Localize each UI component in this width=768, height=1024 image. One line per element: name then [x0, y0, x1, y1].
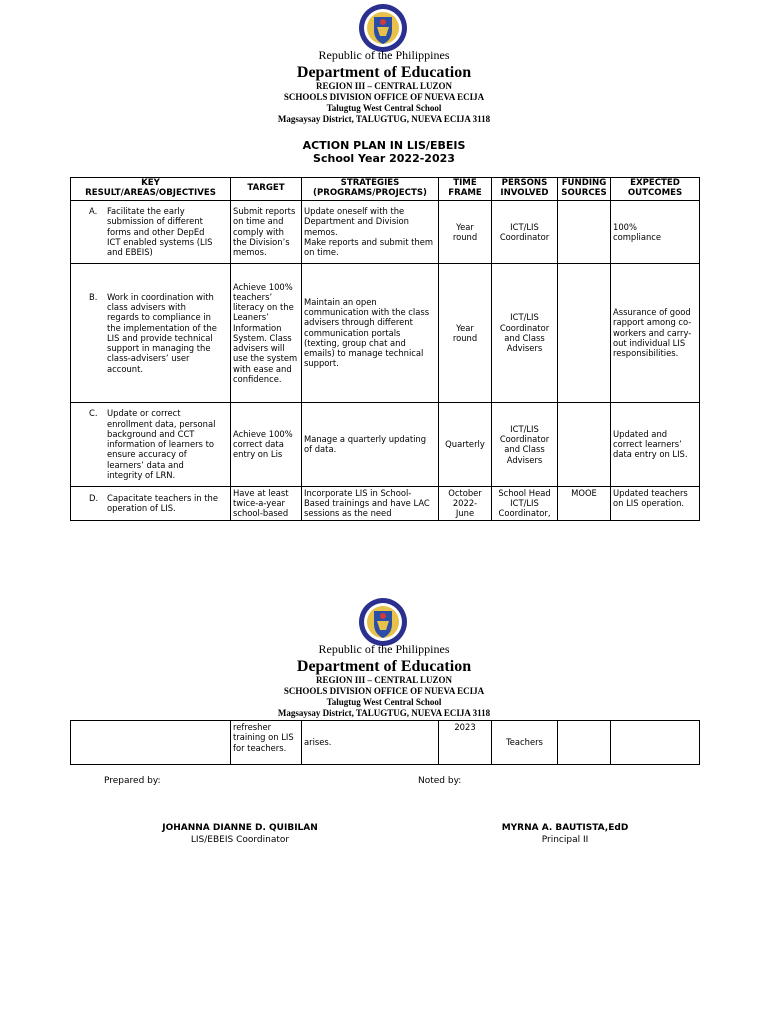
row-letter: A.: [89, 206, 98, 217]
persons-cell: Teachers: [492, 721, 558, 765]
header-republic: Republic of the Philippines: [318, 642, 450, 656]
table-row: [71, 721, 700, 765]
objective-cell: [71, 263, 231, 402]
preparer-name: JOHANNA DIANNE D. QUIBILAN: [162, 823, 318, 833]
outcomes-cell: Assurance of good rapport among co-workers and carry-out individual LIS responsibilities.: [611, 263, 700, 402]
header-department: Department of Education: [296, 64, 472, 81]
funding-cell: [558, 200, 611, 263]
outcomes-cell: [611, 721, 700, 765]
row-letter: B.: [89, 291, 98, 302]
strategies-cell: Manage a quarterly updating of data.: [302, 402, 439, 486]
funding-cell: [558, 721, 611, 765]
header-school: Talugtug West Central School: [326, 697, 442, 707]
outcomes-cell: 100% compliance: [611, 200, 700, 263]
noter-name: MYRNA A. BAUTISTA,EdD: [501, 823, 629, 833]
table-row: [71, 402, 700, 486]
time-frame-cell: Year round: [439, 200, 492, 263]
header-department: Department of Education: [296, 658, 472, 675]
noted-by-label: Noted by:: [418, 776, 462, 786]
plan-school-year: School Year 2022-2023: [313, 152, 455, 165]
col-header-outcomes: EXPECTED OUTCOMES: [611, 178, 700, 201]
objective-cell: [71, 402, 231, 486]
preparer-title: LIS/EBEIS Coordinator: [190, 835, 290, 845]
objective-text: Facilitate the early submission of different forms and other DepEd ICT enabled systems (LIS and EBEIS): [107, 206, 213, 258]
col-header-key-result: KEY RESULT/AREAS/OBJECTIVES: [71, 178, 231, 201]
target-cell: Have at least twice-a-year school-based: [231, 486, 302, 520]
target-cell: Achieve 100% teachers’ literacy on the Leaners’ Information System. Class advisers will use the system with ease and confidence.: [231, 263, 302, 402]
row-letter: D.: [89, 492, 99, 503]
plan-title: ACTION PLAN IN LIS/EBEIS: [302, 139, 466, 152]
table-row: [71, 486, 700, 520]
header-region: REGION III – CENTRAL LUZON: [315, 675, 453, 685]
target-cell: Submit reports on time and comply with the Division’s memos.: [231, 200, 302, 263]
header-region: REGION III – CENTRAL LUZON: [315, 81, 453, 91]
time-frame-cell: October 2022- June: [439, 486, 492, 520]
strategies-cell: Maintain an open communication with the class advisers through different communication portals (texting, group chat and emails) to manage technical support.: [302, 263, 439, 402]
persons-cell: School Head ICT/LIS Coordinator,: [492, 486, 558, 520]
objective-text: Update or correct enrollment data, personal background and CCT information of learners to ensure accuracy of learners’ data and integrity of LRN.: [107, 408, 216, 480]
col-header-time-frame: TIME FRAME: [439, 178, 492, 201]
objective-text: Capacitate teachers in the operation of LIS.: [107, 492, 219, 514]
noter-title: Principal II: [541, 835, 589, 845]
funding-cell: MOOE: [558, 486, 611, 520]
document-page-2: [0, 592, 768, 1024]
deped-seal-icon: [358, 3, 408, 53]
prepared-by-label: Prepared by:: [104, 776, 161, 786]
funding-cell: [558, 263, 611, 402]
outcomes-cell: Updated teachers on LIS operation.: [611, 486, 700, 520]
objective-cell: [71, 200, 231, 263]
target-cell: refresher training on LIS for teachers.: [231, 721, 302, 765]
table-header-row: [71, 178, 700, 201]
header-address: Magsaysay District, TALUGTUG, NUEVA ECIJA 3118: [277, 114, 491, 124]
persons-cell: ICT/LIS Coordinator and Class Advisers: [492, 402, 558, 486]
deped-seal-icon: [358, 597, 408, 647]
target-cell: Achieve 100% correct data entry on Lis: [231, 402, 302, 486]
action-plan-table: [70, 177, 700, 521]
strategies-cell: arises.: [302, 721, 439, 765]
header-address: Magsaysay District, TALUGTUG, NUEVA ECIJA 3118: [277, 708, 491, 718]
funding-cell: [558, 402, 611, 486]
header-school: Talugtug West Central School: [326, 103, 442, 113]
strategies-cell: Incorporate LIS in School-Based trainings and have LAC sessions as the need: [302, 486, 439, 520]
outcomes-cell: Updated and correct learners’ data entry on LIS.: [611, 402, 700, 486]
objective-cell: [71, 721, 231, 765]
action-plan-table-continued: [70, 720, 700, 765]
col-header-funding: FUNDING SOURCES: [558, 178, 611, 201]
col-header-persons: PERSONS INVOLVED: [492, 178, 558, 201]
persons-cell: ICT/LIS Coordinator and Class Advisers: [492, 263, 558, 402]
header-division: SCHOOLS DIVISION OFFICE OF NUEVA ECIJA: [283, 686, 485, 696]
col-header-target: TARGET: [231, 178, 302, 201]
row-letter: C.: [89, 408, 98, 419]
strategies-cell: Update oneself with the Department and Division memos. Make reports and submit them on time.: [302, 200, 439, 263]
header-division: SCHOOLS DIVISION OFFICE OF NUEVA ECIJA: [283, 92, 485, 102]
table-row: [71, 263, 700, 402]
time-frame-cell: Quarterly: [439, 402, 492, 486]
objective-cell: [71, 486, 231, 520]
persons-cell: ICT/LIS Coordinator: [492, 200, 558, 263]
table-row: [71, 200, 700, 263]
header-republic: Republic of the Philippines: [318, 48, 450, 62]
time-frame-cell: Year round: [439, 263, 492, 402]
time-frame-cell: 2023: [439, 721, 492, 765]
objective-text: Work in coordination with class advisers with regards to compliance in the implementation of the LIS and provide technical support in managing the class-advisers’ user account.: [107, 291, 217, 374]
col-header-strategies: STRATEGIES (PROGRAMS/PROJECTS): [302, 178, 439, 201]
